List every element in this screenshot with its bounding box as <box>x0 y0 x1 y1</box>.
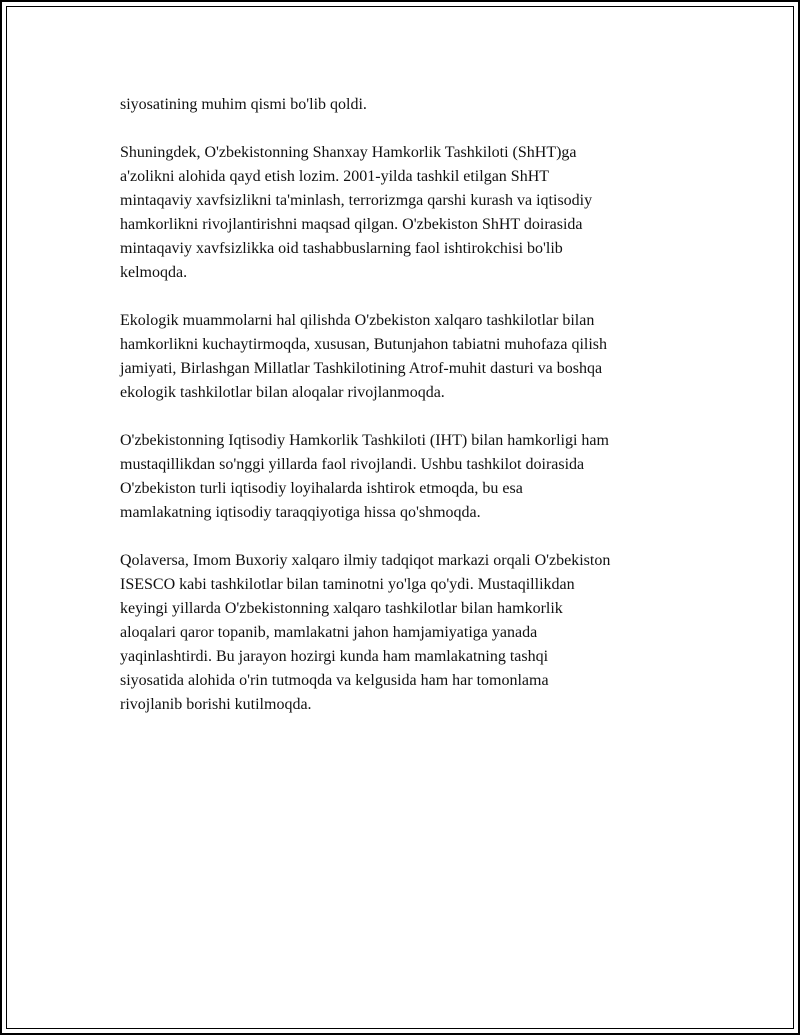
text-line: O'zbekiston turli iqtisodiy loyihalarda ishtirok etmoqda, bu esa <box>120 480 523 497</box>
text-line: jamiyati, Birlashgan Millatlar Tashkilotining Atrof-muhit dasturi va boshqa <box>120 360 603 377</box>
paragraph-5 <box>120 549 720 717</box>
text-line: yaqinlashtirdi. Bu jarayon hozirgi kunda ham mamlakatning tashqi <box>120 648 549 665</box>
text-line: a'zolikni alohida qayd etish lozim. 2001-yilda tashkil etilgan ShHT <box>120 168 550 185</box>
text-line: mintaqaviy xavfsizlikka oid tashabbuslarning faol ishtirokchisi bo'lib <box>120 240 563 257</box>
text-line: ekologik tashkilotlar bilan aloqalar rivojlanmoqda. <box>120 384 445 401</box>
text-line: keyingi yillarda O'zbekistonning xalqaro tashkilotlar bilan hamkorlik <box>120 600 563 617</box>
text-line: hamkorlikni rivojlantirishni maqsad qilgan. O'zbekiston ShHT doirasida <box>120 216 583 233</box>
text-line: rivojlanib borishi kutilmoqda. <box>120 696 312 713</box>
text-line: ISESCO kabi tashkilotlar bilan taminotni yo'lga qo'ydi. Mustaqillikdan <box>120 576 575 593</box>
text-line: mamlakatning iqtisodiy taraqqiyotiga hissa qo'shmoqda. <box>120 504 481 521</box>
text-line: Ekologik muammolarni hal qilishda O'zbekiston xalqaro tashkilotlar bilan <box>120 312 595 329</box>
text-line: siyosatining muhim qismi bo'lib qoldi. <box>120 96 367 113</box>
text-line: kelmoqda. <box>120 264 188 281</box>
text-line: Shuningdek, O'zbekistonning Shanxay Hamkorlik Tashkiloti (ShHT)ga <box>120 144 577 161</box>
text-line: O'zbekistonning Iqtisodiy Hamkorlik Tashkiloti (IHT) bilan hamkorligi ham <box>120 432 609 449</box>
paragraph-2 <box>120 141 720 285</box>
paragraph-3 <box>120 309 720 405</box>
text-line: Qolaversa, Imom Buxoriy xalqaro ilmiy tadqiqot markazi orqali O'zbekiston <box>120 552 611 569</box>
text-line: hamkorlikni kuchaytirmoqda, xususan, Butunjahon tabiatni muhofaza qilish <box>120 336 608 353</box>
text-line: aloqalari qaror topanib, mamlakatni jahon hamjamiyatiga yanada <box>120 624 538 641</box>
text-line: mintaqaviy xavfsizlikni ta'minlash, terrorizmga qarshi kurash va iqtisodiy <box>120 192 593 209</box>
paragraph-4 <box>120 429 720 525</box>
paragraph-1 <box>120 93 720 117</box>
text-line: mustaqillikdan so'nggi yillarda faol rivojlandi. Ushbu tashkilot doirasida <box>120 456 585 473</box>
text-line: siyosatida alohida o'rin tutmoqda va kelgusida ham har tomonlama <box>120 672 549 689</box>
document-body <box>120 93 720 741</box>
